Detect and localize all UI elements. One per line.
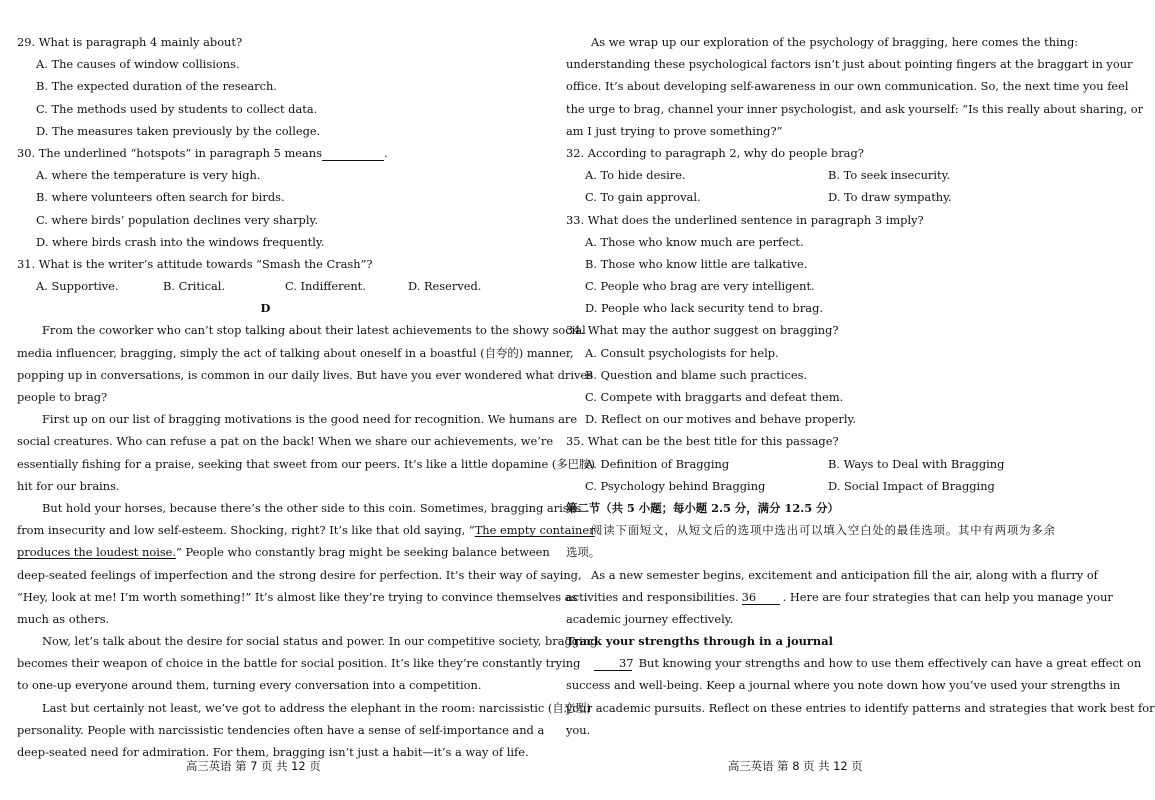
- paragraph-line: [17, 541, 550, 563]
- answer-option: B. Question and blame such practices.: [585, 367, 808, 382]
- answer-option: D. Social Impact of Bragging: [828, 478, 995, 493]
- paragraph-line: hit for our brains.: [17, 478, 120, 493]
- paragraph-line: “Hey, look at me! I’m worth something!” It’s almost like they’re trying to convince themselves as: [17, 589, 578, 604]
- answer-options-row: [566, 475, 1055, 497]
- paragraph-line: From the coworker who can’t stop talking about their latest achievements to the showy social: [42, 323, 586, 338]
- paragraph-line: essentially fishing for a praise, seeking that sweet from our peers. It’s like a little dopamine (多巴胺): [17, 456, 595, 471]
- right-page-footer: 高三英语 第 8 页 共 12 页: [728, 759, 863, 773]
- paragraph-line: to one-up everyone around them, turning every conversation into a competition.: [17, 678, 482, 693]
- paragraph-line: people to brag?: [17, 390, 108, 404]
- paragraph-line: academic journey effectively.: [566, 611, 734, 626]
- answer-option: B. Critical.: [163, 279, 226, 294]
- answer-option: D. To draw sympathy.: [828, 190, 952, 205]
- question-text: .: [384, 145, 388, 160]
- answer-option: A. Supportive.: [36, 279, 119, 294]
- answer-option: A. Consult psychologists for help.: [585, 345, 779, 360]
- paragraph-text: ” People who constantly brag might be seeking balance between: [176, 545, 550, 560]
- paragraph-text: . Here are four strategies that can help you manage your: [782, 589, 1113, 604]
- underlined-sentence: produces the loudest noise.: [17, 545, 177, 560]
- paragraph-line: much as others.: [17, 611, 110, 626]
- question-stem: 31. What is the writer’s attitude towards “Smash the Crash”?: [17, 256, 373, 271]
- exam-page-8: [533, 0, 1155, 800]
- paragraph-line: Last but certainly not least, we’ve got to address the elephant in the room: narcissistic (自恋型): [42, 700, 591, 715]
- underlined-sentence: The empty container: [474, 523, 595, 538]
- paragraph-line: As a new semester begins, excitement and anticipation fill the air, along with a flurry of: [591, 567, 1098, 582]
- paragraph-line: [566, 652, 1142, 674]
- paragraph-line: success and well-being. Keep a journal where you note down how you’ve used your strengths in: [566, 678, 1121, 693]
- answer-option: B. Those who know little are talkative.: [585, 256, 808, 271]
- gap-number: 36: [742, 590, 780, 605]
- paragraph-line: deep-seated feelings of imperfection and the strong desire for perfection. It’s their way of saying,: [17, 567, 582, 582]
- paragraph-line: popping up in conversations, is common in our daily lives. But have you ever wondered what drives: [17, 367, 594, 382]
- paragraph-line: your academic pursuits. Reflect on these entries to identify patterns and strategies that work best for: [566, 700, 1155, 715]
- paragraph-line: As we wrap up our exploration of the psychology of bragging, here comes the thing:: [591, 35, 1079, 49]
- question-stem: 29. What is paragraph 4 mainly about?: [17, 35, 243, 49]
- answer-option: C. To gain approval.: [585, 190, 701, 205]
- paragraph-text: from insecurity and low self-esteem. Shocking, right? It’s like that old saying, “: [17, 523, 475, 538]
- answer-option: A. The causes of window collisions.: [36, 57, 240, 72]
- answer-option: C. Psychology behind Bragging: [585, 478, 766, 493]
- answer-blank: [322, 146, 384, 161]
- answer-options-row: [17, 275, 514, 297]
- question-stem: 35. What can be the best title for this passage?: [566, 434, 839, 449]
- answer-options-row: [566, 453, 1055, 475]
- answer-option: A. Definition of Bragging: [585, 456, 730, 471]
- answer-option: B. where volunteers often search for birds.: [36, 190, 285, 205]
- question-text: 30. The underlined “hotspots” in paragraph 5 means: [17, 145, 322, 160]
- subheading: Track your strengths through in a journal: [566, 634, 833, 649]
- question-stem: [17, 142, 514, 164]
- paragraph-line: personality. People with narcissistic tendencies often have a sense of self-importance and a: [17, 722, 545, 737]
- question-stem: 34. What may the author suggest on bragging?: [566, 323, 839, 338]
- paragraph-line: becomes their weapon of choice in the battle for social position. It’s like they’re constantly trying: [17, 656, 581, 671]
- paragraph-line: [17, 519, 595, 541]
- answer-option: B. To seek insecurity.: [828, 168, 951, 183]
- answer-options-row: [566, 164, 1055, 186]
- answer-option: D. Reserved.: [408, 279, 482, 294]
- paragraph-line: am I just trying to prove something?”: [566, 123, 783, 138]
- question-stem: 32. According to paragraph 2, why do people brag?: [566, 145, 864, 160]
- paragraph-line: social creatures. Who can refuse a pat on the back! When we share our achievements, we’re: [17, 434, 554, 449]
- answer-option: C. People who brag are very intelligent.: [585, 279, 815, 294]
- answer-option: A. To hide desire.: [585, 168, 686, 183]
- answer-option: A. Those who know much are perfect.: [585, 234, 804, 249]
- answer-option: B. The expected duration of the research.: [36, 79, 277, 94]
- paragraph-line: 选项。: [566, 545, 601, 560]
- passage-heading: D: [260, 301, 271, 316]
- answer-option: D. The measures taken previously by the college.: [36, 123, 321, 138]
- left-page-footer: 高三英语 第 7 页 共 12 页: [186, 759, 321, 773]
- paragraph-text: But hold your horses, because there’s the other side to this coin. Sometimes, bragging arises: [42, 500, 582, 515]
- answer-option: C. Compete with braggarts and defeat them.: [585, 390, 844, 404]
- answer-option: C. The methods used by students to collect data.: [36, 101, 318, 116]
- paragraph-text: activities and responsibilities.: [566, 589, 739, 604]
- paragraph-line: [566, 586, 1113, 608]
- paragraph-line: Now, let’s talk about the desire for social status and power. In our competitive society, bragging: [42, 634, 598, 649]
- paragraph-line: office. It’s about developing self-awareness in our own communication. So, the next time you feel: [566, 79, 1129, 94]
- paragraph-line: media influencer, bragging, simply the act of talking about oneself in a boastful (自夸的) manner,: [17, 345, 574, 360]
- paragraph-line: the urge to brag, channel your inner psychologist, and ask yourself: “Is this really about sharing, or: [566, 101, 1144, 116]
- answer-option: D. People who lack security tend to brag.: [585, 301, 824, 316]
- paragraph-line: understanding these psychological factors isn’t just about pointing fingers at the braggart in your: [566, 57, 1133, 72]
- paragraph-line: deep-seated need for admiration. For them, bragging isn’t just a habit—it’s a way of life.: [17, 745, 529, 759]
- answer-option: A. where the temperature is very high.: [36, 168, 261, 183]
- gap-number: 37: [594, 656, 632, 671]
- paragraph-line: you.: [566, 722, 591, 737]
- paragraph-text: But knowing your strengths and how to use them effectively can have a great effect on: [635, 656, 1142, 671]
- paragraph-line: [17, 497, 582, 519]
- answer-option: D. where birds crash into the windows frequently.: [36, 234, 325, 249]
- question-stem: 33. What does the underlined sentence in paragraph 3 imply?: [566, 212, 924, 227]
- answer-option: D. Reflect on our motives and behave properly.: [585, 412, 857, 427]
- section-title: 第二节（共 5 小题；每小题 2.5 分，满分 12.5 分）: [566, 500, 839, 515]
- answer-option: C. where birds’ population declines very sharply.: [36, 212, 319, 227]
- paragraph-line: 阅读下面短文，从短文后的选项中选出可以填入空白处的最佳选项。其中有两项为多余: [591, 523, 1055, 538]
- paragraph-line: First up on our list of bragging motivations is the good need for recognition. We humans are: [42, 412, 578, 427]
- answer-options-row: [566, 186, 1055, 208]
- answer-option: B. Ways to Deal with Bragging: [828, 456, 1005, 471]
- answer-option: C. Indifferent.: [285, 279, 366, 294]
- right-page-content: [566, 31, 1155, 741]
